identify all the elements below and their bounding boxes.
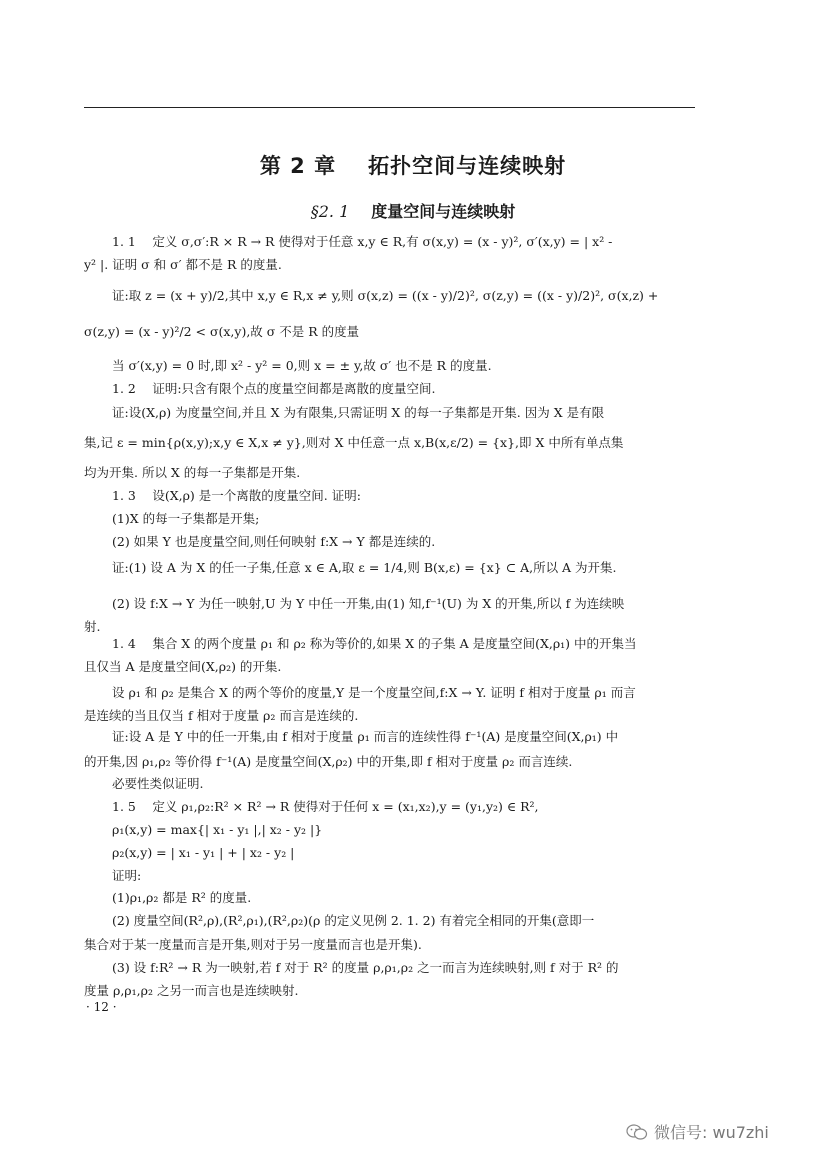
chapter-title	[0, 150, 826, 180]
text-line: (2) 设 f:X → Y 为任一映射,U 为 Y 中任一开集,由(1) 知,f⁻¹(U) 为 X 的开集,所以 f 为连续映	[112, 596, 625, 611]
text-line: ρ₁(x,y) = max{| x₁ - y₁ |,| x₂ - y₂ |}	[112, 822, 323, 837]
text-line: 1. 2 证明:只含有限个点的度量空间都是离散的度量空间.	[112, 381, 436, 396]
text-line: 均为开集. 所以 X 的每一子集都是开集.	[84, 465, 301, 480]
text-line: σ(z,y) = (x - y)²/2 < σ(x,y),故 σ 不是 R 的度量	[84, 324, 360, 339]
text-line: 1. 1 定义 σ,σ′:R × R → R 使得对于任意 x,y ∈ R,有 σ(x,y) = (x - y)², σ′(x,y) = | x² -	[112, 234, 613, 249]
text-line: (2) 如果 Y 也是度量空间,则任何映射 f:X → Y 都是连续的.	[112, 534, 436, 549]
chapter-name: 拓扑空间与连续映射	[368, 154, 567, 178]
section-number: §2. 1	[310, 202, 350, 221]
text-line: 证:设 A 是 Y 中的任一开集,由 f 相对于度量 ρ₁ 而言的连续性得 f⁻¹(A) 是度量空间(X,ρ₁) 中	[112, 729, 619, 744]
chapter-number: 第 2 章	[259, 154, 337, 178]
text-line: 1. 3 设(X,ρ) 是一个离散的度量空间. 证明:	[112, 488, 361, 503]
section-title	[0, 199, 826, 222]
page-number: · 12 ·	[86, 1000, 117, 1014]
text-line: y² |. 证明 σ 和 σ′ 都不是 R 的度量.	[84, 257, 282, 272]
text-line: ρ₂(x,y) = | x₁ - y₁ | + | x₂ - y₂ |	[112, 845, 295, 860]
text-line: 当 σ′(x,y) = 0 时,即 x² - y² = 0,则 x = ± y,故 σ′ 也不是 R 的度量.	[112, 358, 492, 373]
text-line: 集,记 ε = min{ρ(x,y);x,y ∈ X,x ≠ y},则对 X 中任意一点 x,B(x,ε/2) = {x},即 X 中所有单点集	[84, 435, 624, 450]
text-line: (1)ρ₁,ρ₂ 都是 R² 的度量.	[112, 890, 252, 905]
wechat-icon	[626, 1123, 648, 1145]
text-line: 证:设(X,ρ) 为度量空间,并且 X 为有限集,只需证明 X 的每一子集都是开集. 因为 X 是有限	[112, 405, 605, 420]
text-line: 且仅当 A 是度量空间(X,ρ₂) 的开集.	[84, 659, 282, 674]
text-line: 设 ρ₁ 和 ρ₂ 是集合 X 的两个等价的度量,Y 是一个度量空间,f:X → Y. 证明 f 相对于度量 ρ₁ 而言	[112, 685, 636, 700]
text-line: (2) 度量空间(R²,ρ),(R²,ρ₁),(R²,ρ₂)(ρ 的定义见例 2. 1. 2) 有着完全相同的开集(意即一	[112, 913, 595, 928]
text-line: 必要性类似证明.	[112, 776, 204, 791]
text-line: (3) 设 f:R² → R 为一映射,若 f 对于 R² 的度量 ρ,ρ₁,ρ₂ 之一而言为连续映射,则 f 对于 R² 的	[112, 960, 619, 975]
text-line: 射.	[84, 619, 101, 634]
text-line: 是连续的当且仅当 f 相对于度量 ρ₂ 而言是连续的.	[84, 708, 359, 723]
text-line: (1)X 的每一子集都是开集;	[112, 511, 260, 526]
text-line: 1. 4 集合 X 的两个度量 ρ₁ 和 ρ₂ 称为等价的,如果 X 的子集 A 是度量空间(X,ρ₁) 中的开集当	[112, 636, 637, 651]
watermark	[626, 1120, 769, 1145]
text-line: 证明:	[112, 868, 142, 883]
text-line: 集合对于某一度量而言是开集,则对于另一度量而言也是开集).	[84, 937, 422, 952]
header-rule	[84, 107, 695, 108]
text-line: 证:取 z = (x + y)/2,其中 x,y ∈ R,x ≠ y,则 σ(x,z) = ((x - y)/2)², σ(z,y) = ((x - y)/2)², σ(x,z) +	[112, 288, 659, 303]
text-line: 度量 ρ,ρ₁,ρ₂ 之另一而言也是连续映射.	[84, 983, 299, 998]
section-name: 度量空间与连续映射	[371, 202, 516, 221]
text-line: 1. 5 定义 ρ₁,ρ₂:R² × R² → R 使得对于任何 x = (x₁,x₂),y = (y₁,y₂) ∈ R²,	[112, 799, 539, 814]
text-line: 的开集,因 ρ₁,ρ₂ 等价得 f⁻¹(A) 是度量空间(X,ρ₂) 中的开集,即 f 相对于度量 ρ₂ 而言连续.	[84, 754, 573, 769]
watermark-text: 微信号: wu7zhi	[654, 1123, 769, 1142]
text-line: 证:(1) 设 A 为 X 的任一子集,任意 x ∈ A,取 ε = 1/4,则 B(x,ε) = {x} ⊂ A,所以 A 为开集.	[112, 560, 617, 575]
